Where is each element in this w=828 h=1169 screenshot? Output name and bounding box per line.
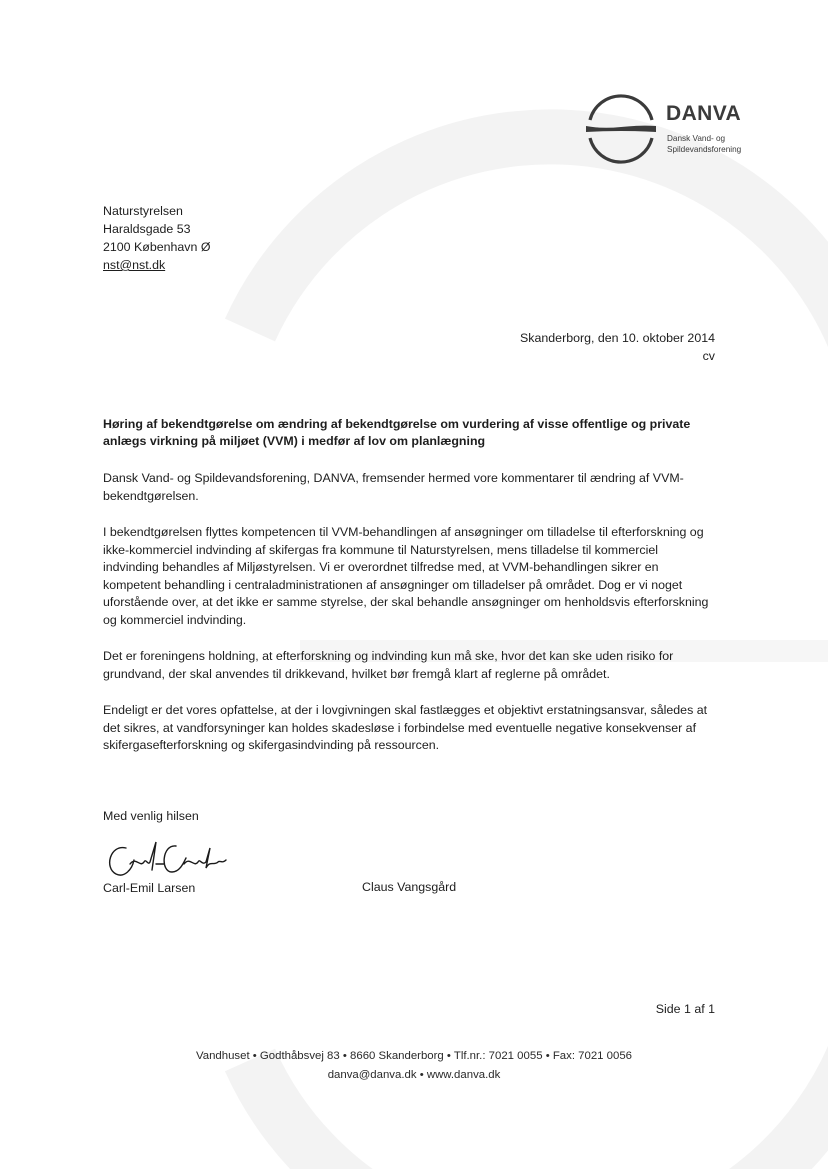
paragraph: Det er foreningens holdning, at efterforskning og indvinding kun må ske, hvor det kan ske uden risiko for grundvand, der skal anvendes til drikkevand, hvilket bør fremgå klart af reglerne på området. — [103, 649, 674, 681]
logo-subtitle — [667, 133, 741, 155]
logo-wordmark: DANVA — [666, 102, 742, 125]
footer — [0, 1047, 828, 1085]
paragraph: I bekendtgørelsen flyttes kompetencen til VVM-behandlingen af ansøgninger om tilladelse til efterforskning og ikke-kommerciel indvinding af skifergas fra kommune til Naturstyrelsen, mens tilladelse til kommerciel indvinding behandles af Miljøstyrelsen. Vi er overordnet tilfredse med, at VVM-behandlingen sikrer en kompetent behandling i centraladministrationen af ansøgninger om tilladelser på området. Dog er vi noget uforstående over, at det ikke er samme styrelse, der skal behandle ansøgninger om henholdsvis efterforskning og kommerciel indvinding. — [103, 525, 709, 627]
initials: cv — [702, 349, 715, 363]
recipient-email-link[interactable]: nst@nst.dk — [103, 258, 166, 272]
page-number: Side 1 af 1 — [655, 1002, 715, 1016]
danva-logo — [582, 93, 762, 165]
dateline — [520, 329, 715, 365]
letter-subject: Høring af bekendtgørelse om ændring af bekendtgørelse om vurdering af visse offentlige og private anlægs virkning på miljøet (VVM) i medfør af lov om planlægning — [103, 417, 691, 448]
recipient-street: Haraldsgade 53 — [103, 222, 191, 236]
signer-name: Carl-Emil Larsen — [103, 881, 196, 895]
place-date: Skanderborg, den 10. oktober 2014 — [520, 331, 715, 345]
signer-name: Claus Vangsgård — [362, 880, 457, 894]
recipient-city: 2100 København Ø — [103, 240, 211, 254]
danva-circle-icon — [582, 93, 660, 165]
signature — [106, 838, 231, 883]
logo-subtitle-line2: Spildevandsforening — [667, 145, 742, 154]
logo-subtitle-line1: Dansk Vand- og — [667, 134, 726, 143]
paragraph: Endeligt er det vores opfattelse, at der i lovgivningen skal fastlægges et objektivt erstatningsansvar, således at det sikres, at vandforsyninger kan holdes skadesløse i forbindelse med eventuelle negative konsekvenser af skifergasefterforskning og skifergasindvinding på ressourcen. — [103, 703, 708, 753]
footer-contact: danva@danva.dk • www.danva.dk — [327, 1069, 501, 1081]
recipient-address — [103, 202, 210, 274]
closing-phrase: Med venlig hilsen — [103, 809, 199, 823]
paragraph: Dansk Vand- og Spildevandsforening, DANVA, fremsender hermed vore kommentarer til ændring af VVM-bekendtgørelsen. — [103, 471, 684, 503]
footer-address: Vandhuset • Godthåbsvej 83 • 8660 Skanderborg • Tlf.nr.: 7021 0055 • Fax: 7021 0056 — [195, 1050, 633, 1062]
recipient-name: Naturstyrelsen — [103, 204, 183, 218]
